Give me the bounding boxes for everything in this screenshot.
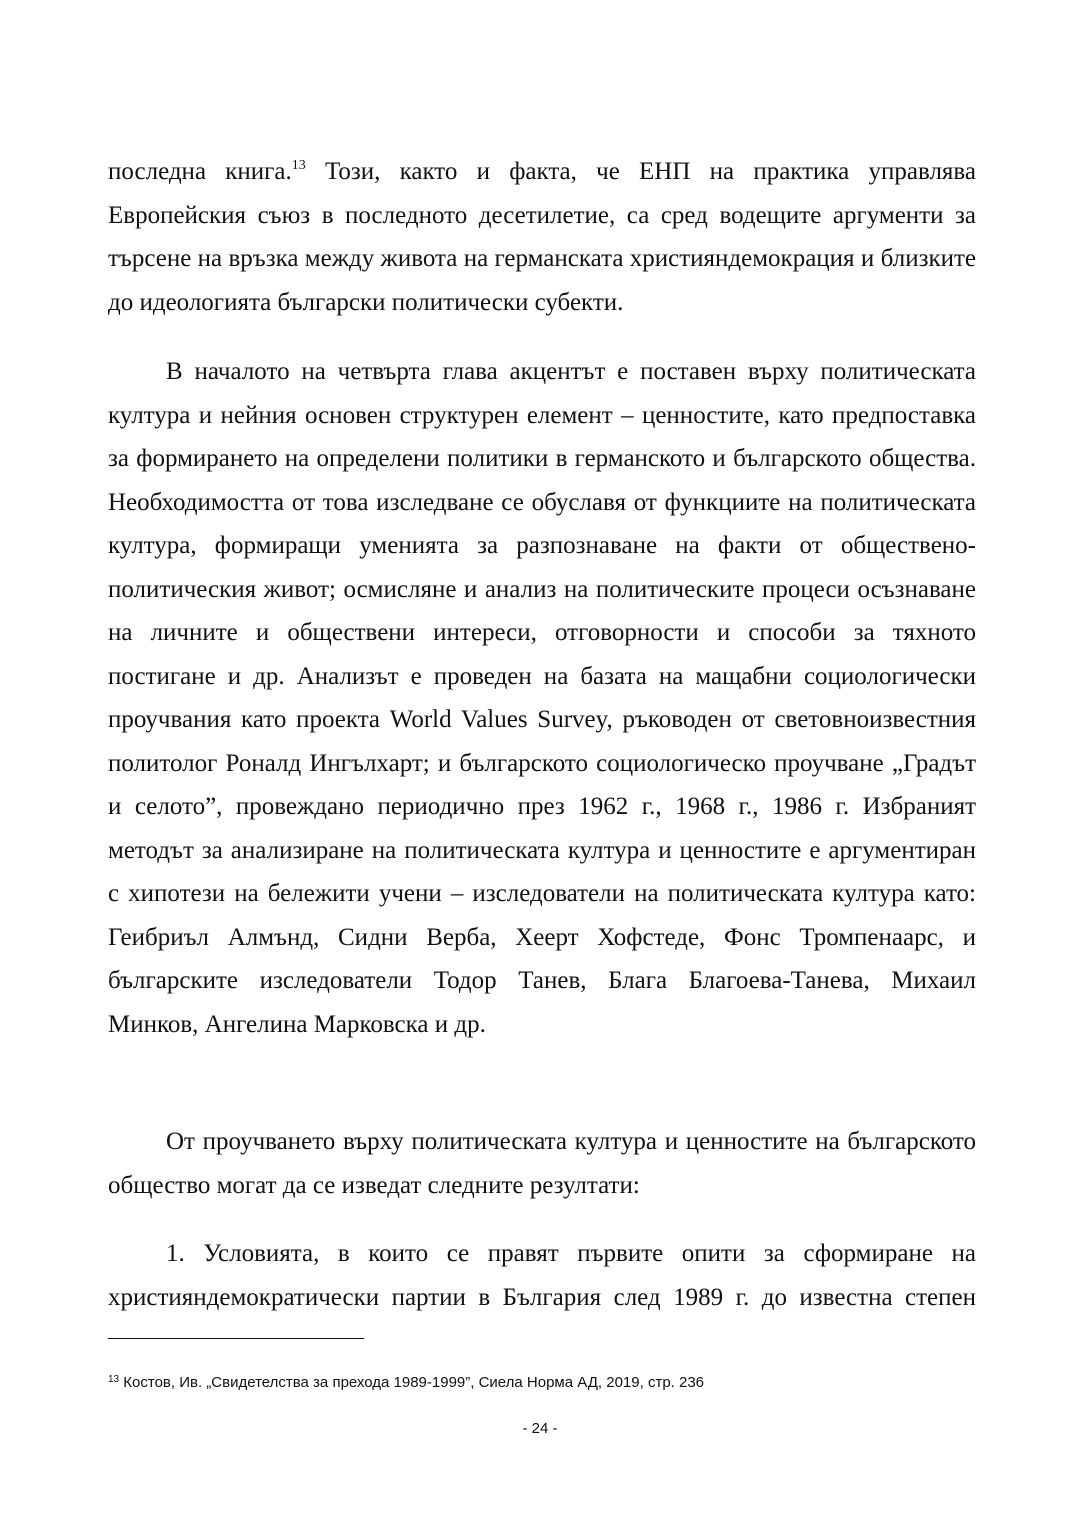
footnote	[108, 1373, 976, 1393]
paragraph-result-one	[108, 1232, 976, 1319]
paragraph-text: В началото на четвърта глава акцентът е поставен върху политическата култура и нейния основен структурен елемент – ценностите, като предпоставка за формирането на определени политики в германското и българското общества. Необходимостта от това изследване се обуславя от функциите на политическата култура, формиращи уменията за разпознаване на факти от обществено-политическия живот; осмисляне и анализ на политическите процеси осъзнаване на личните и обществени интереси, отговорности и способи за тяхното постигане и др. Анализът е проведен на базата на мащабни социологически проучвания като проекта World Values Survey, ръководен от световноизвестния политолог Роналд Ингълхарт; и българското социологическо проучване „Градът и селото”, провеждано периодично през 1962 г., 1968 г., 1986 г. Избраният методът за анализиране на политическата култура и ценностите е аргументиран с хипотези на бележити учени – изследователи на политическата култура като: Геибриъл Алмънд, Сидни Верба, Хеерт Хофстеде, Фонс Тромпенаарс, и българските изследователи Тодор Танев, Блага Благоева-Танева, Михаил Минков, Ангелина Марковска и др.	[108, 358, 976, 1038]
paragraph-chapter-four-intro	[108, 350, 976, 1046]
paragraph-text: От проучването върху политическата култура и ценностите на българското общество могат да се изведат следните резултати:	[108, 1128, 976, 1199]
footnote-text: Костов, Ив. „Свидетелства за прехода 1989-1999”, Сиела Норма АД, 2019, стр. 236	[119, 1374, 705, 1391]
paragraph-text: последна книга.	[108, 158, 292, 185]
paragraph-continuation	[108, 150, 976, 324]
paragraph-results-intro	[108, 1120, 976, 1207]
paragraph-text: 1. Условията, в които се правят първите опити за сформиране на християндемократически партии в България след 1989 г. до известна степен	[108, 1240, 976, 1311]
paragraph-text: Този, както и факта, че ЕНП на практика управлява Европейския съюз в последното десетилетие, са сред водещите аргументи за търсене на връзка между живота на германската християндемокрация и близките до идеологията български политически субекти.	[108, 158, 976, 316]
footnote-separator	[108, 1338, 364, 1339]
footnote-reference[interactable]: 13	[291, 158, 306, 173]
page-number: - 24 -	[522, 1420, 558, 1437]
footnote-marker: 13	[108, 1374, 120, 1385]
